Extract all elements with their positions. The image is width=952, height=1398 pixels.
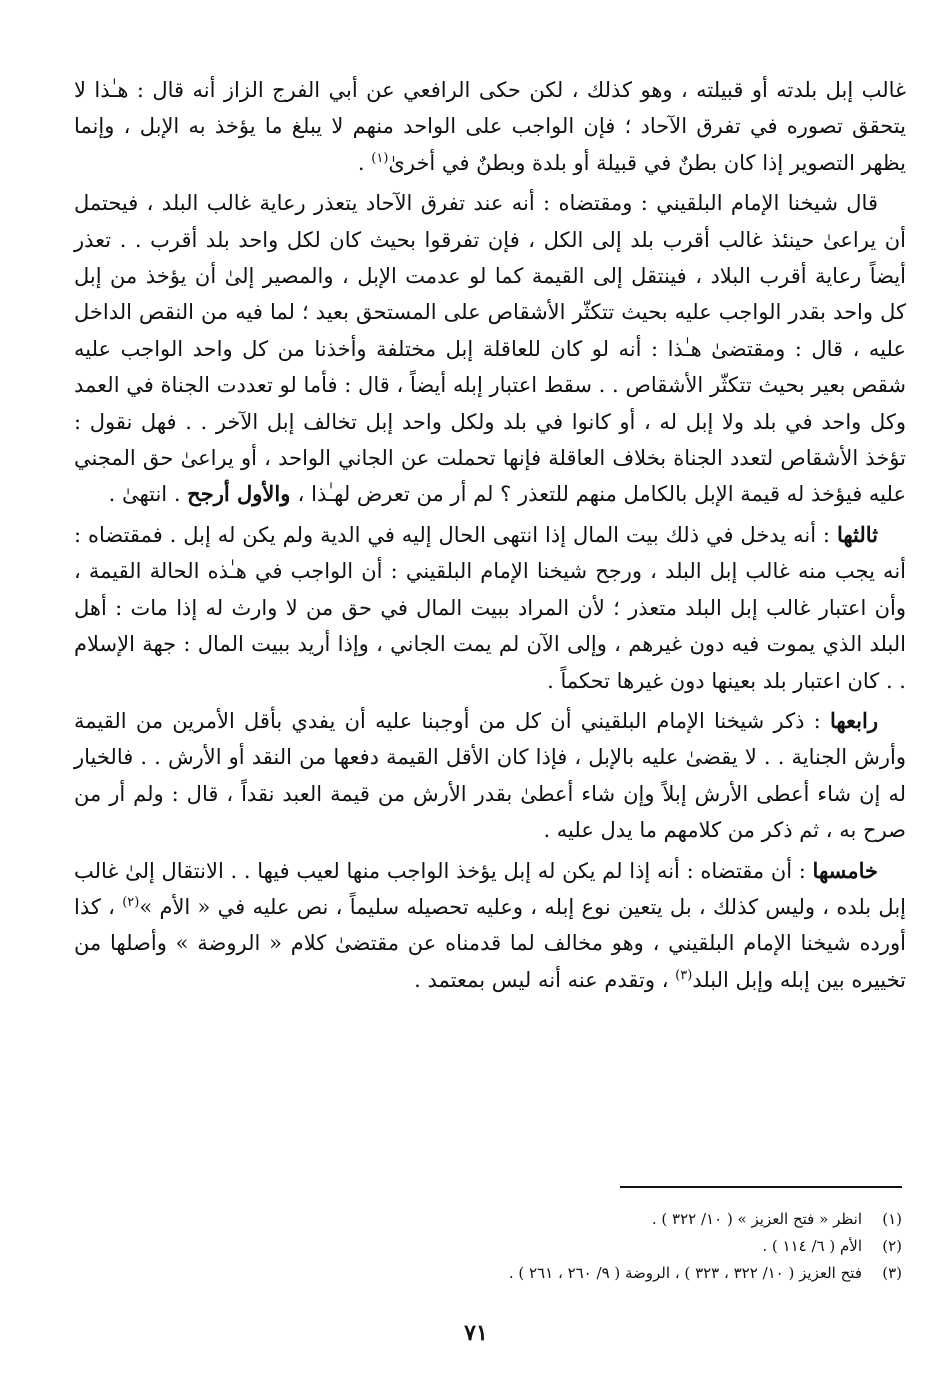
paragraph-1-end: . — [357, 150, 372, 175]
paragraph-2-emphasis: والأول أرجح — [187, 481, 298, 507]
paragraph-4 — [74, 703, 906, 849]
paragraph-5-text-c: ، وتقدم عنه أنه ليس بمعتمد . — [414, 967, 676, 992]
footnote-text: الأم ( ٦/ ١١٤ ) . — [762, 1237, 862, 1255]
footnotes — [120, 1206, 902, 1287]
paragraph-1 — [74, 72, 906, 181]
footnote-ref-2[interactable]: (٢) — [122, 894, 140, 910]
paragraph-4-text: : ذكر شيخنا الإمام البلقيني أن كل من أوجبنا عليه أن يفدي بأقل الأمرين من القيمة وأرش الجناية . . لا يقضىٰ عليه بالإبل ، فإذا كان الأقل القيمة دفعها من النقد أو الأرش . . فالخيار له إن شاء أعطى الأرش إبلاً وإن شاء أعطىٰ بقدر الأرش من قيمة العبد نقداً ، قال : ولم أر من صرح به ، ثم ذكر من كلامهم ما يدل عليه . — [74, 708, 906, 843]
paragraph-4-heading: رابعها — [829, 707, 878, 733]
footnote-number: (٣) — [882, 1264, 902, 1282]
paragraph-5-text-a: : أن مقتضاه : أنه إذا لم يكن له إبل يؤخذ الواجب منها لعيب فيها . . الانتقال إلىٰ غالب إبل بلده ، وليس كذلك ، بل يتعين نوع إبله ، وعليه تحصيله سليماً ، نص عليه في « الأم » — [74, 858, 907, 919]
footnote-2 — [120, 1233, 902, 1260]
paragraph-5-heading: خامسها — [812, 857, 878, 883]
paragraph-3-heading: ثالثها — [836, 521, 878, 547]
paragraph-2-text: قال شيخنا الإمام البلقيني : ومقتضاه : أنه عند تفرق الآحاد يتعذر رعاية غالب البلد ، فيحتمل أن يراعىٰ حينئذ غالب أقرب بلد إلى الكل ، فإن تفرقوا بحيث كان لكل واحد بلد أقرب . . تعذر أيضاً رعاية أقرب البلاد ، فينتقل إلى القيمة كما لو عدمت الإبل ، والمصير إلىٰ أن يؤخذ من إبل كل واحد بقدر الواجب عليه بحيث تتكثّر الأشقاص على المستحق بعيد ؛ لما فيه من النقص الداخل عليه ، قال : ومقتضىٰ هـٰذا : أنه لو كان للعاقلة إبل مختلفة وأخذنا من كل واحد الواجب عليه شقص بعير بحيث تتكثّر الأشقاص . . سقط اعتبار إبله أيضاً ، قال : فأما لو تعددت الجناة في العمد وكل واحد في بلد ولا إبل له ، أو كانوا في بلد ولكل واحد إبل تخالف إبل الآخر . . فهل نقول : تؤخذ الأشقاص لتعدد الجناة بخلاف العاقلة فإنها تحملت عن الجاني الواحد ، أو يراعىٰ حق المجني عليه فيؤخذ له قيمة الإبل بالكامل منهم للتعذر ؟ لم أر من تعرض لهـٰذا ، — [74, 191, 906, 507]
footnote-number: (١) — [882, 1210, 902, 1228]
paragraph-2 — [74, 185, 906, 513]
paragraph-1-text: غالب إبل بلدته أو قبيلته ، وهو كذلك ، لكن حكى الرافعي عن أبي الفرج الزاز أنه قال : هـٰذا لا يتحقق تصوره في تفرق الآحاد ؛ فإن الواجب على الواحد منهم لا يبلغ ما يؤخذ به الإبل ، وإنما يظهر التصوير إذا كان بطنٌ في قبيلة أو بلدة وبطنٌ في أخرىٰ — [74, 78, 906, 175]
paragraph-5 — [74, 853, 906, 999]
footnote-number: (٢) — [882, 1237, 902, 1255]
footnote-ref-3[interactable]: (٣) — [675, 967, 693, 983]
page-number: ٧١ — [464, 1320, 488, 1346]
footnote-ref-1[interactable]: (١) — [371, 150, 389, 166]
paragraph-2-end: . انتهىٰ . — [108, 482, 188, 507]
footnote-1 — [120, 1206, 902, 1233]
paragraph-5-text-b: ، كذا أورده شيخنا الإمام البلقيني ، وهو مخالف لما قدمناه عن مقتضىٰ كلام « الروضة » وأصلها من تخييره بين إبله وإبل البلد — [74, 894, 906, 992]
paragraph-3-text: : أنه يدخل في ذلك بيت المال إذا انتهى الحال إليه في الدية ولم يكن له إبل . فمقتضاه : أنه يجب منه غالب إبل البلد ، ورجح شيخنا الإمام البلقيني : أن الواجب في هـٰذه الحالة القيمة ، وأن اعتبار غالب إبل البلد متعذر ؛ لأن المراد ببيت المال في حق من لا وارث له إذا مات : أهل البلد الذي يموت فيه دون غيرهم ، وإلى الآن لم يمت الجاني ، وإذا أريد ببيت المال : جهة الإسلام . . كان اعتبار بلد بعينها دون غيرها تحكماً . — [74, 522, 906, 693]
main-text — [74, 72, 906, 1002]
footnote-divider — [620, 1186, 902, 1188]
footnote-text: انظر « فتح العزيز » ( ١٠/ ٣٢٢ ) . — [651, 1210, 862, 1228]
footnote-3 — [120, 1260, 902, 1287]
paragraph-3 — [74, 517, 906, 699]
footnote-text: فتح العزيز ( ١٠/ ٣٢٢ ، ٣٢٣ ) ، الروضة ( ٩/ ٢٦٠ ، ٢٦١ ) . — [508, 1264, 862, 1282]
